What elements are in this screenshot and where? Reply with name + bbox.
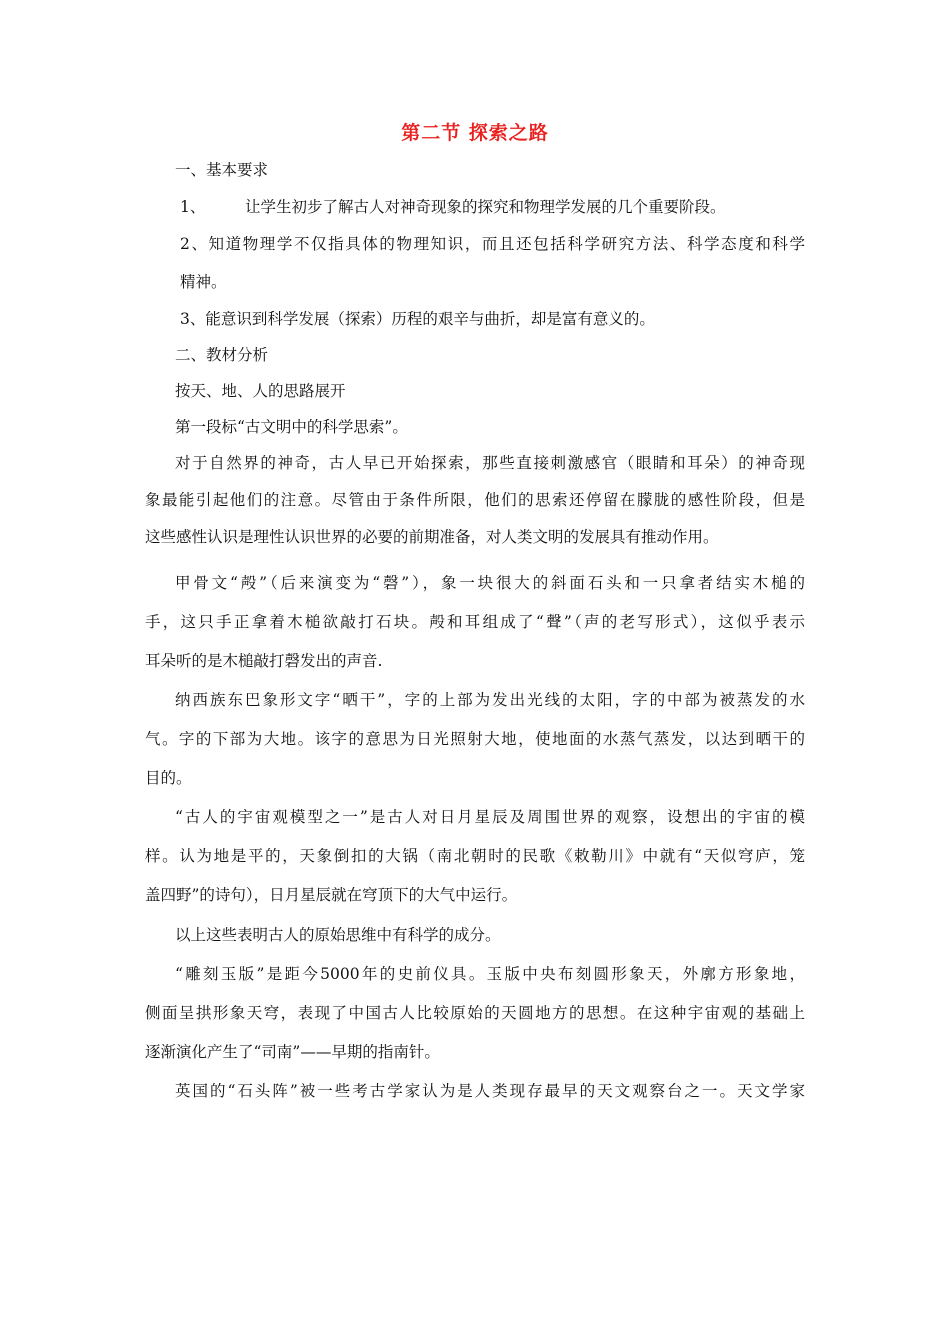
paragraph-segment-title: 第一段标“古文明中的科学思索”。 xyxy=(175,418,408,436)
paragraph-4-line-1: “古人的宇宙观模型之一”是古人对日月星辰及周围世界的观察，设想出的宇宙的模 xyxy=(175,808,805,826)
paragraph-6-line-1: “雕刻玉版”是距今5000年的史前仪具。玉版中央布刻圆形象天，外廓方形象地， xyxy=(175,965,805,983)
requirement-2-line-1: 2、知道物理学不仅指具体的物理知识，而且还包括科学研究方法、科学态度和科学 xyxy=(180,235,805,253)
paragraph-3-line-3: 目的。 xyxy=(145,769,192,787)
paragraph-2-line-2: 手，这只手正拿着木槌欲敲打石块。殸和耳组成了“聲”（声的老写形式），这似乎表示 xyxy=(145,613,805,631)
requirement-3: 3、能意识到科学发展（探索）历程的艰辛与曲折，却是富有意义的。 xyxy=(180,310,655,328)
requirement-1-number: 1、 xyxy=(180,198,206,216)
heading-basic-requirements: 一、基本要求 xyxy=(175,161,269,179)
paragraph-2-line-3: 耳朵听的是木槌敲打磬发出的声音. xyxy=(145,652,383,670)
paragraph-4-line-3: 盖四野”的诗句），日月星辰就在穹顶下的大气中运行。 xyxy=(145,886,518,904)
paragraph-route: 按天、地、人的思路展开 xyxy=(175,382,346,400)
page-title: 第二节 探索之路 xyxy=(401,122,549,144)
paragraph-7-line-1: 英国的“石头阵”被一些考古学家认为是人类现存最早的天文观察台之一。天文学家 xyxy=(175,1082,805,1100)
heading-material-analysis: 二、教材分析 xyxy=(175,346,269,364)
paragraph-3-line-1: 纳西族东巴象形文字“晒干”，字的上部为发出光线的太阳，字的中部为被蒸发的水 xyxy=(175,691,805,709)
requirement-2-line-2: 精神。 xyxy=(180,273,227,291)
paragraph-1-line-2: 象最能引起他们的注意。尽管由于条件所限，他们的思索还停留在朦胧的感性阶段，但是 xyxy=(145,491,805,509)
paragraph-6-line-3: 逐渐演化产生了“司南”——早期的指南针。 xyxy=(145,1043,440,1061)
requirement-1-text: 让学生初步了解古人对神奇现象的探究和物理学发展的几个重要阶段。 xyxy=(245,198,726,216)
paragraph-2-line-1: 甲骨文“殸”（后来演变为“磬”），象一块很大的斜面石头和一只拿者结实木槌的 xyxy=(175,574,805,592)
paragraph-5: 以上这些表明古人的原始思维中有科学的成分。 xyxy=(175,926,501,944)
paragraph-4-line-2: 样。认为地是平的，天象倒扣的大锅（南北朝时的民歌《敕勒川》中就有“天似穹庐，笼 xyxy=(145,847,805,865)
paragraph-3-line-2: 气。字的下部为大地。该字的意思为日光照射大地，使地面的水蒸气蒸发，以达到晒干的 xyxy=(145,730,805,748)
paragraph-1-line-3: 这些感性认识是理性认识世界的必要的前期准备，对人类文明的发展具有推动作用。 xyxy=(145,528,719,546)
paragraph-1-line-1: 对于自然界的神奇，古人早已开始探索，那些直接刺激感官（眼睛和耳朵）的神奇现 xyxy=(175,454,805,472)
paragraph-6-line-2: 侧面呈拱形象天穹，表现了中国古人比较原始的天圆地方的思想。在这种宇宙观的基础上 xyxy=(145,1004,805,1022)
